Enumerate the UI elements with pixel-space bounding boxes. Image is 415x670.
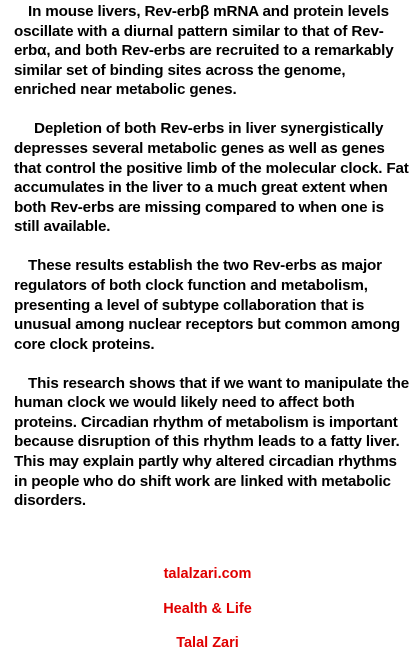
paragraph-rev-erb-depletion: Depletion of both Rev-erbs in liver synergistically depresses several metabolic genes as well as genes that control the positive limb of the molecular clock. Fat accumulates in the liver to a much great extent when both Rev-erbs are missing compared to when one is still available.	[14, 120, 409, 236]
article-body	[14, 2, 410, 530]
footer-author-name: Talal Zari	[176, 635, 239, 651]
footer	[0, 566, 415, 670]
footer-website-link[interactable]: talalzari.com	[163, 566, 252, 582]
paragraph-results: These results establish the two Rev-erbs as major regulators of both clock function and metabolism, presenting a level of subtype collaboration that is unusual among nuclear receptors but common among core clock proteins.	[14, 257, 401, 353]
paragraph-human-clock: This research shows that if we want to manipulate the human clock we would likely need to affect both proteins. Circadian rhythm of metabolism is important because disruption of this rhythm leads to a fatty liver. This may explain partly why altered circadian rhythms in people who do shift work are linked with metabolic disorders.	[14, 374, 410, 510]
footer-section-label: Health & Life	[163, 600, 252, 617]
paragraph-rev-erb-oscillation: In mouse livers, Rev-erbβ mRNA and protein levels oscillate with a diurnal pattern similar to that of Rev-erbα, and both Rev-erbs are recruited to a remarkably similar set of binding sites across the genome, enriched near metabolic genes.	[14, 3, 394, 99]
